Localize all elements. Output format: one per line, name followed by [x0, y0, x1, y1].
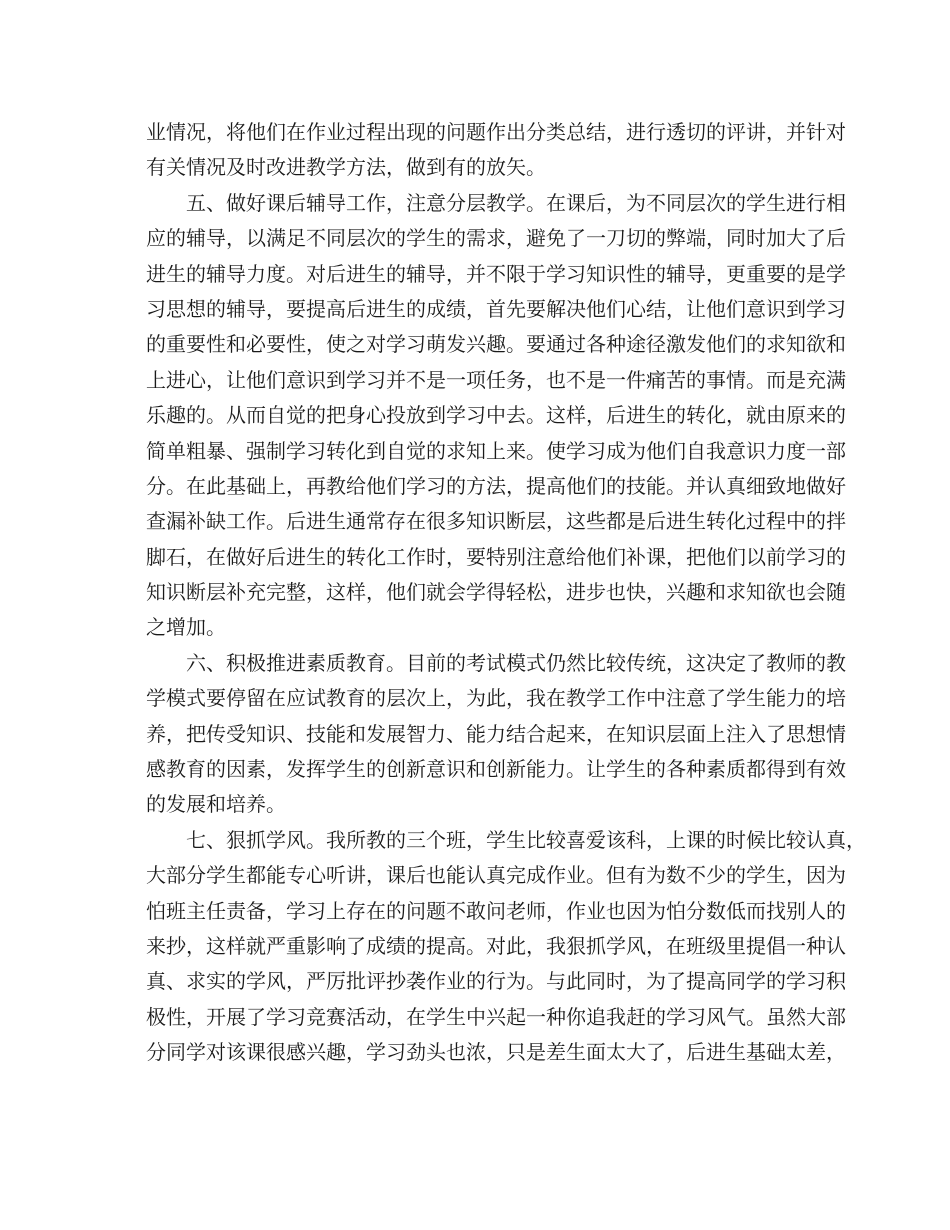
- text-line: 极性，开展了学习竞赛活动，在学生中兴起一种你追我赶的学习风气。虽然大部: [146, 1004, 846, 1029]
- text-line: 习思想的辅导，要提高后进生的成绩，首先要解决他们心结，让他们意识到学习: [146, 296, 846, 321]
- text-line: 简单粗暴、强制学习转化到自觉的求知上来。使学习成为他们自我意识力度一部: [146, 438, 846, 463]
- text-line: 有关情况及时改进教学方法，做到有的放矢。: [146, 155, 546, 180]
- text-line: 知识断层补充完整，这样，他们就会学得轻松，进步也快，兴趣和求知欲也会随: [146, 580, 846, 605]
- text-line: 真、求实的学风，严厉批评抄袭作业的行为。与此同时，为了提高同学的学习积: [146, 969, 846, 994]
- text-line: 大部分学生都能专心听讲，课后也能认真完成作业。但有为数不少的学生，因为: [146, 863, 846, 888]
- text-line: 脚石，在做好后进生的转化工作时，要特别注意给他们补课，把他们以前学习的: [146, 544, 846, 569]
- text-line: 怕班主任责备，学习上存在的问题不敢问老师，作业也因为怕分数低而找别人的: [146, 898, 846, 923]
- text-line: 养，把传受知识、技能和发展智力、能力结合起来，在知识层面上注入了思想情: [146, 721, 846, 746]
- text-line: 学模式要停留在应试教育的层次上，为此，我在教学工作中注意了学生能力的培: [146, 686, 846, 711]
- text-line: 业情况，将他们在作业过程出现的问题作出分类总结，进行透切的评讲，并针对: [146, 120, 846, 144]
- text-line: 感教育的因素，发挥学生的创新意识和创新能力。让学生的各种素质都得到有效: [146, 757, 846, 782]
- text-line: 查漏补缺工作。后进生通常存在很多知识断层，这些都是后进生转化过程中的拌: [146, 509, 846, 534]
- text-line: 进生的辅导力度。对后进生的辅导，并不限于学习知识性的辅导，更重要的是学: [146, 261, 846, 286]
- paragraph-heading-line: 五、做好课后辅导工作，注意分层教学。在课后，为不同层次的学生进行相: [186, 190, 846, 215]
- text-line: 的重要性和必要性，使之对学习萌发兴趣。要通过各种途径激发他们的求知欲和: [146, 332, 846, 357]
- text-line: 之增加。: [146, 615, 226, 640]
- body-text: [146, 115, 866, 1071]
- text-line: 的发展和培养。: [146, 792, 286, 817]
- text-line: 分同学对该课很感兴趣，学习劲头也浓，只是差生面太大了，后进生基础太差，: [146, 1040, 846, 1065]
- text-line: 分。在此基础上，再教给他们学习的方法，提高他们的技能。并认真细致地做好: [146, 473, 846, 498]
- paragraph-heading-line: 七、狠抓学风。我所教的三个班，学生比较喜爱该科，上课的时候比较认真，: [186, 827, 866, 852]
- text-line: 乐趣的。从而自觉的把身心投放到学习中去。这样，后进生的转化，就由原来的: [146, 403, 846, 428]
- text-line: 应的辅导，以满足不同层次的学生的需求，避免了一刀切的弊端，同时加大了后: [146, 226, 846, 251]
- text-line: 来抄，这样就严重影响了成绩的提高。对此，我狠抓学风，在班级里提倡一种认: [146, 933, 846, 958]
- paragraph-heading-line: 六、积极推进素质教育。目前的考试模式仍然比较传统，这决定了教师的教: [186, 650, 846, 675]
- text-line: 上进心，让他们意识到学习并不是一项任务，也不是一件痛苦的事情。而是充满: [146, 367, 846, 392]
